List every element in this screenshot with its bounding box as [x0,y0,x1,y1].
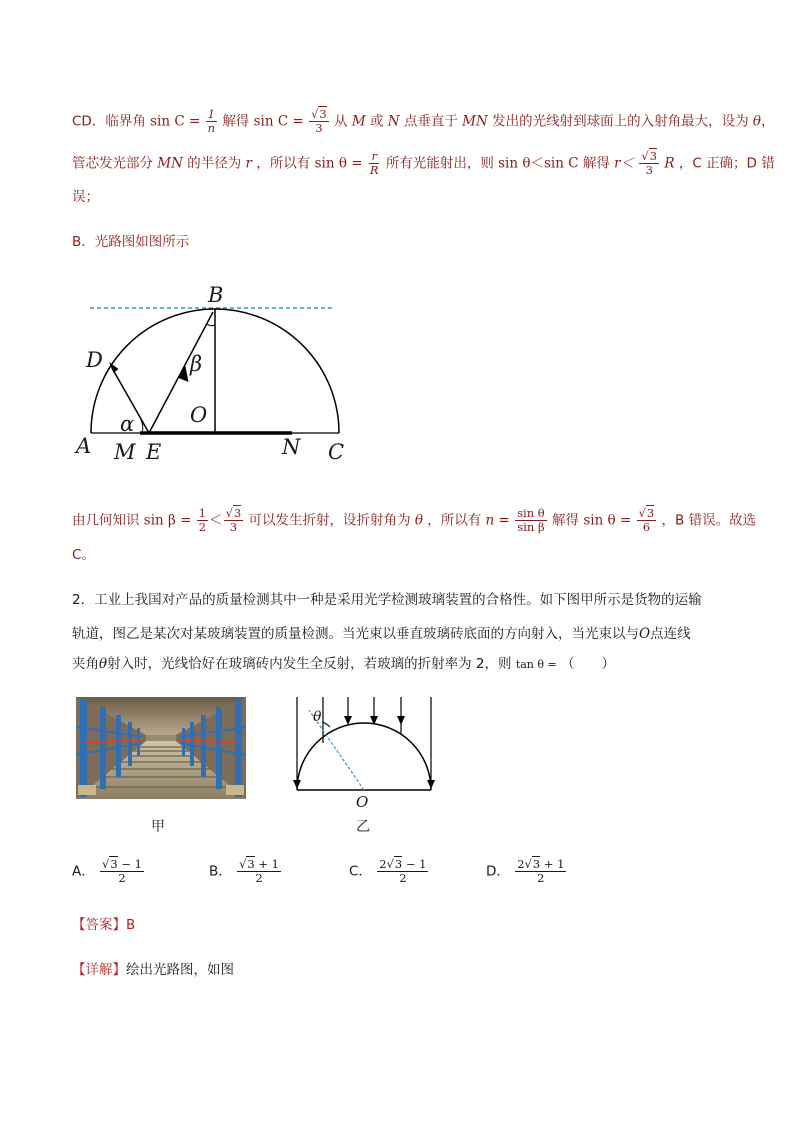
radicand: 3 [319,107,327,121]
denominator: 6 [642,520,651,534]
text: 由几何知识 [72,512,140,529]
text: 或 [369,113,384,130]
text: 发出的光线射到球面上的入射角最大，设为 [492,113,749,130]
numerator: 1 [207,107,215,121]
radicand: 3 [394,857,403,871]
text: 解得 [222,113,250,130]
geo-line-2: C。 [72,547,95,563]
math: θ [99,656,108,672]
ray-arrowheads [293,716,435,789]
text: ＜ [209,512,223,529]
answer-value: B [126,917,136,933]
geo-line-1 [72,507,756,534]
numerator: √3 [638,506,655,520]
answer-line [72,915,135,935]
label-o-2: O [356,793,369,811]
cd-line-3: 误； [72,189,99,205]
math: MN [462,113,488,130]
math: sin θ = [314,155,363,172]
denominator: 3 [229,520,238,534]
numerator-rest: + 1 [254,857,279,871]
label-alpha: α [120,412,135,436]
math: sin C = [253,113,304,130]
caption-jia: 甲 [151,819,165,835]
math: r [245,155,252,172]
text: 的半径为 [187,155,242,172]
detail-line [72,960,234,980]
math: sin C = [150,113,201,130]
math: θ [414,512,423,529]
math: r＜ [614,155,635,172]
denominator: 3 [645,163,653,177]
text: CD．临界角 [72,113,146,130]
math: sin θ＜sin C [498,155,579,172]
numerator-rest: − 1 [402,857,427,871]
math: R [664,155,675,172]
denominator: 2 [399,871,407,885]
fraction [639,150,659,177]
denominator: 2 [255,871,263,885]
text: （ ） [561,656,616,672]
label-c: C [328,440,345,464]
numerator: √3 [311,107,327,121]
text: 点连线 [650,626,691,642]
numerator: √3 [641,149,658,163]
math: N [387,113,400,130]
denominator: n [207,121,216,135]
detail-text: 绘出光路图，如图 [126,962,234,978]
text: 解得 [582,155,610,172]
radicand: 3 [110,857,118,871]
math: sin β = [143,512,192,529]
radicand: 3 [247,857,255,871]
option-c[interactable] [349,858,429,885]
text: 从 [334,113,348,130]
caption-yi: 乙 [356,819,370,835]
fraction [515,858,566,885]
fraction [224,507,244,534]
text: 管芯发光部分 [72,155,153,172]
numerator: √3 [225,506,242,520]
numerator-rest: − 1 [117,857,142,871]
radicand: 3 [646,506,655,520]
option-letter: A． [72,863,95,880]
fraction [197,507,208,534]
label-m: M [114,440,136,464]
hemisphere-arc [297,723,431,790]
text: ，所以有 [256,155,311,172]
label-a: A [76,434,92,458]
fraction [206,108,217,135]
radicand: 3 [649,149,658,163]
label-n: N [282,435,301,459]
denominator: sin β [517,520,545,534]
math: M [351,113,366,130]
math: n = [485,512,510,529]
math: O [639,626,651,642]
option-letter: D． [486,863,510,880]
math: tan θ = [515,658,557,671]
numerator: sin θ [517,506,545,520]
light-path-figure [60,280,370,470]
text: ，C 正确；D 错 [678,155,775,172]
text: 射入时，光线恰好在玻璃砖内发生全反射，若玻璃的折射率为 2，则 [107,656,512,672]
text: ，所以有 [427,512,482,529]
label-e: E [146,440,162,464]
text: 点垂直于 [403,113,458,130]
numerator: 2√3 − 1 [379,857,427,871]
numerator: 1 [198,506,207,520]
label-theta: θ [313,709,322,725]
fraction [515,507,547,534]
label-beta: β [190,352,203,376]
numerator: √3 + 1 [239,857,279,871]
q2-line-3 [72,654,615,675]
math: θ [752,113,762,130]
fraction [100,858,144,885]
text: 解得 [552,512,580,529]
option-letter: C． [349,863,372,880]
option-letter: B． [209,863,232,880]
fraction [377,858,428,885]
fraction [309,108,329,135]
text: 所有光能射出，则 [385,155,494,172]
text: ，B 错误。故选 [661,512,757,529]
denominator: 3 [315,121,323,135]
warehouse-rack-photo [76,697,246,799]
radicand: 3 [532,857,541,871]
b-heading: B．光路图如图所示 [72,234,190,250]
numerator: r [371,149,377,163]
denominator: R [369,163,379,177]
fraction [637,507,657,534]
option-b[interactable] [209,858,282,885]
text: 轨道，图乙是某次对某玻璃装置的质量检测。当光束以垂直玻璃砖底面的方向射入，当光束以与 [72,626,639,642]
cd-line-1 [72,108,775,135]
label-d: D [86,348,103,372]
option-d[interactable] [486,858,567,885]
numerator-rest: + 1 [540,857,565,871]
option-a[interactable] [72,858,145,885]
q2-line-1: 2．工业上我国对产品的质量检测其中一种是采用光学检测玻璃装置的合格性。如下图甲所示是货物的运输 [72,592,702,608]
beta-angle-arc [207,324,215,326]
cd-line-2 [72,150,775,177]
denominator: 2 [118,871,126,885]
math: sin θ = [583,512,632,529]
coefficient: 2 [379,857,387,871]
text: 可以发生折射，设折射角为 [248,512,411,529]
denominator: 2 [537,871,545,885]
denominator: 2 [198,520,207,534]
numerator: 2√3 + 1 [517,857,565,871]
detail-label: 【详解】 [72,962,126,978]
label-o: O [190,403,208,427]
theta-angle-arc [323,722,330,727]
q2-line-2 [72,624,691,644]
radicand: 3 [233,506,242,520]
numerator: √3 − 1 [102,857,142,871]
text: 夹角 [72,656,99,672]
fraction [237,858,281,885]
math: MN [157,155,183,172]
answer-label: 【答案】 [72,917,126,933]
fraction [368,150,381,177]
text: ， [761,113,775,130]
coefficient: 2 [517,857,525,871]
label-b: B [208,283,224,307]
